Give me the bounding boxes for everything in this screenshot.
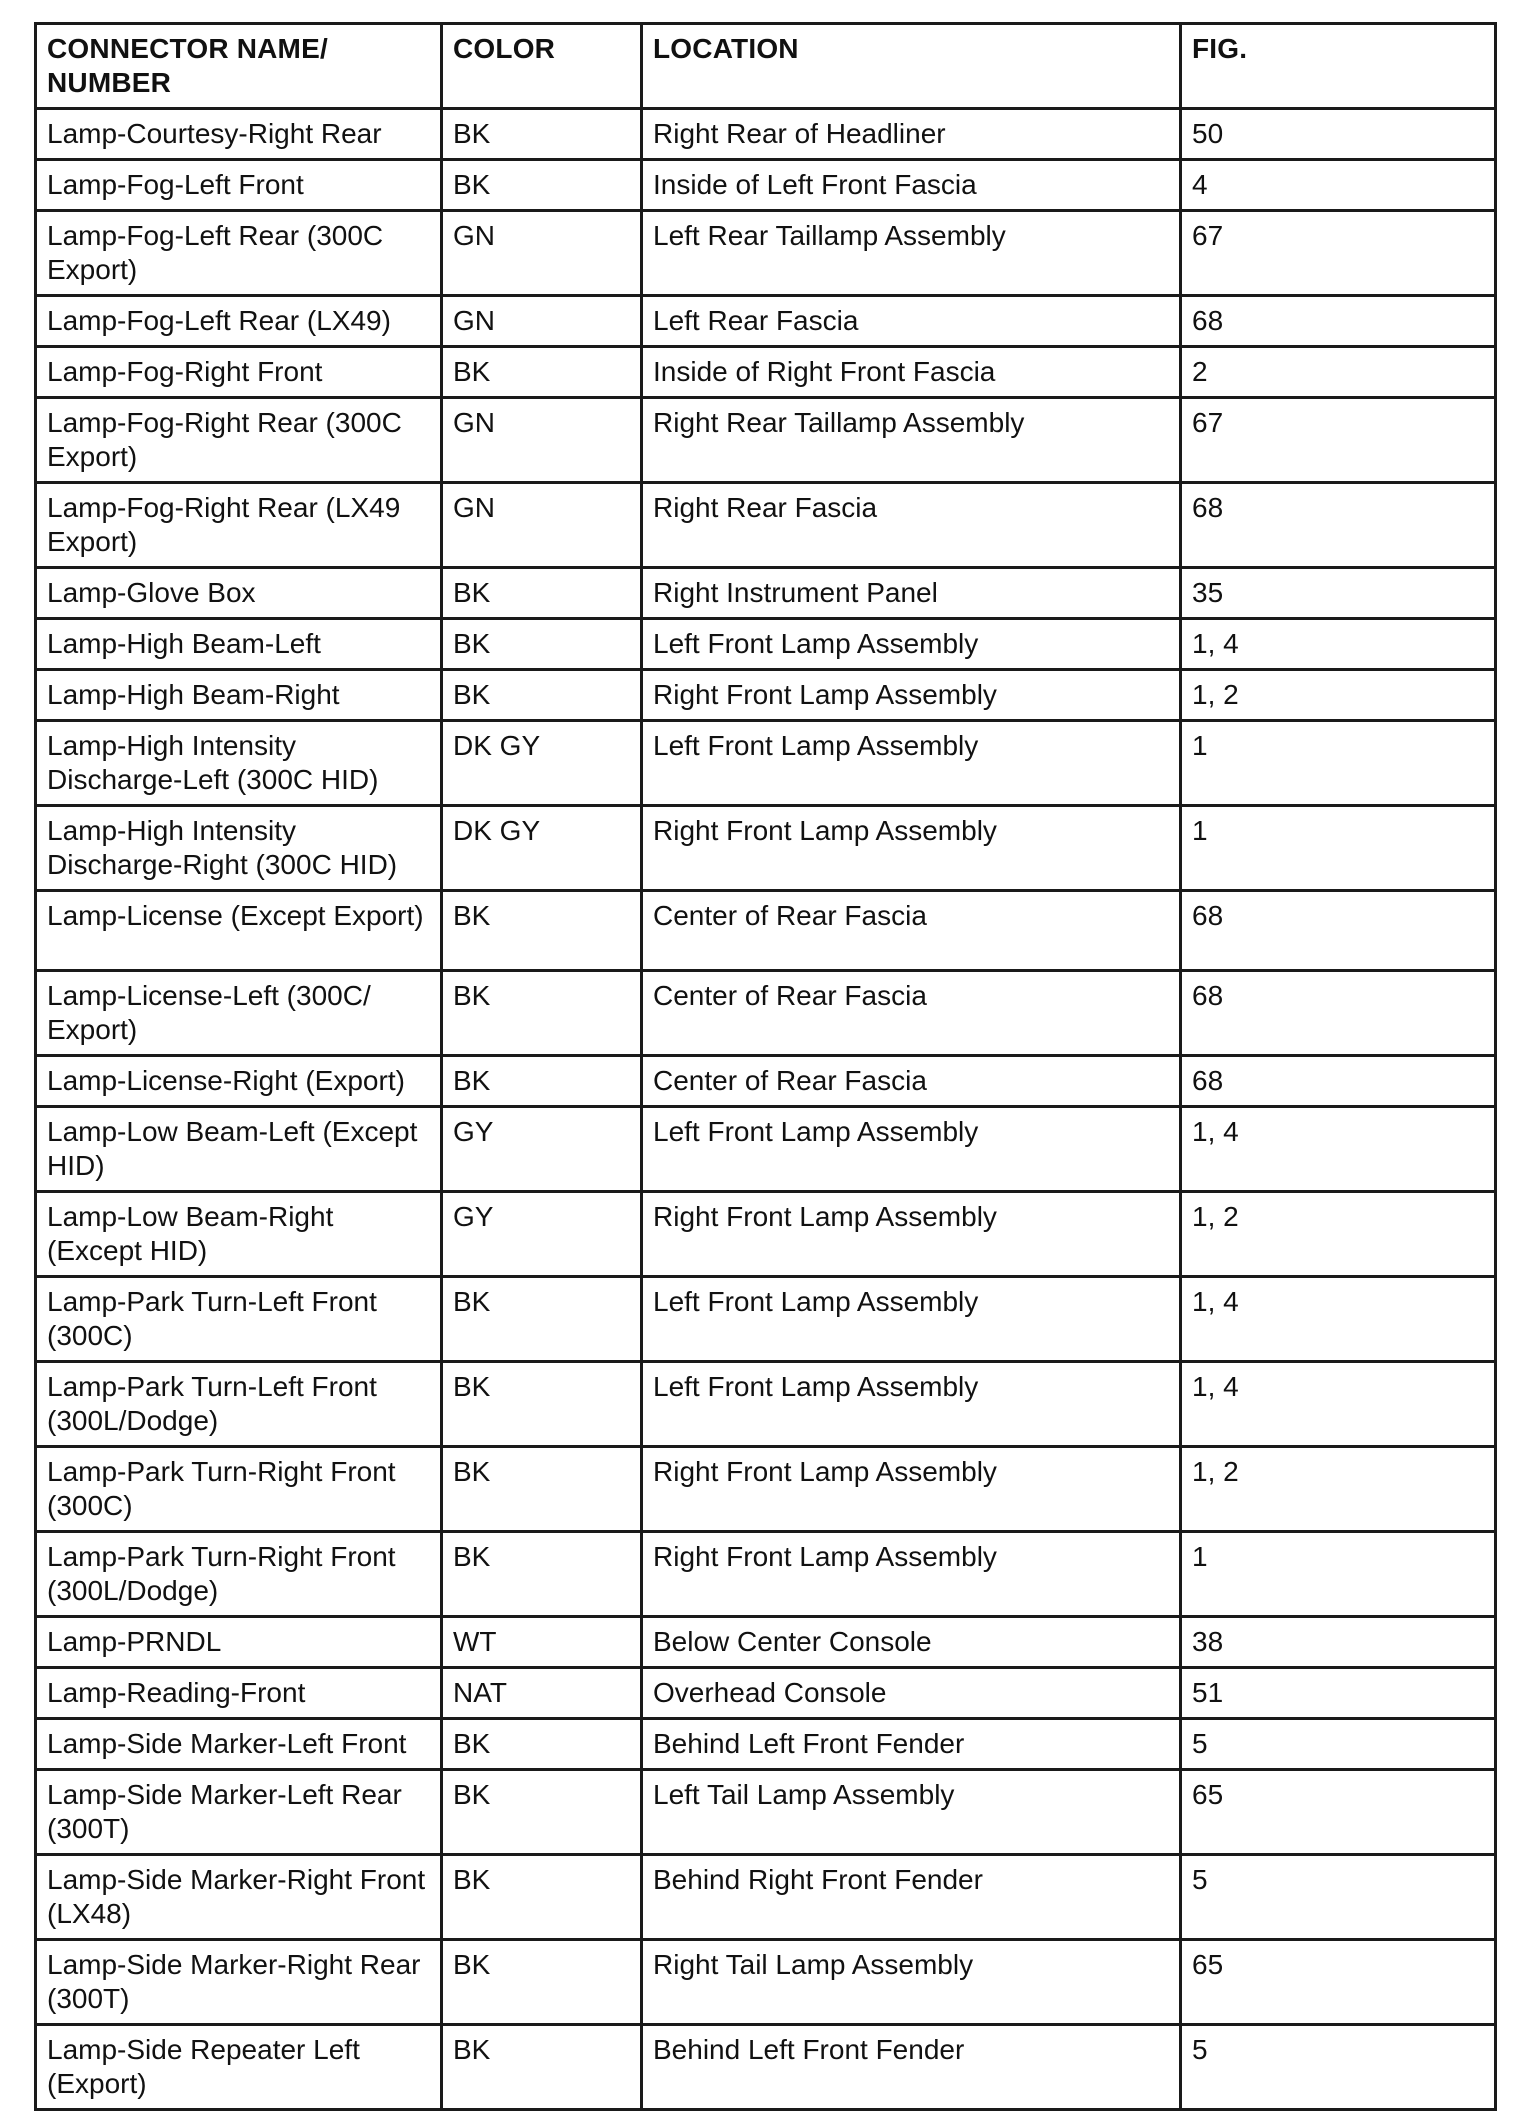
cell-location: Left Front Lamp Assembly [642, 619, 1181, 670]
cell-location: Right Front Lamp Assembly [642, 1192, 1181, 1277]
table-row [36, 891, 1496, 971]
cell-fig: 35 [1181, 568, 1496, 619]
cell-fig: 67 [1181, 398, 1496, 483]
cell-connector-name: Lamp-PRNDL [36, 1617, 442, 1668]
cell-color: BK [442, 1447, 642, 1532]
cell-connector-name: Lamp-Courtesy-Right Rear [36, 109, 442, 160]
cell-color: BK [442, 1770, 642, 1855]
cell-fig: 1, 4 [1181, 1277, 1496, 1362]
connector-table [34, 22, 1497, 2111]
table-row [36, 2025, 1496, 2110]
cell-connector-name: Lamp-Fog-Left Rear (300C Export) [36, 211, 442, 296]
cell-location: Right Front Lamp Assembly [642, 670, 1181, 721]
table-row [36, 670, 1496, 721]
cell-connector-name: Lamp-Fog-Left Rear (LX49) [36, 296, 442, 347]
cell-location: Behind Left Front Fender [642, 1719, 1181, 1770]
table-row [36, 1447, 1496, 1532]
table-row [36, 1192, 1496, 1277]
cell-color: GN [442, 296, 642, 347]
table-row [36, 398, 1496, 483]
cell-connector-name: Lamp-Fog-Left Front [36, 160, 442, 211]
table-row [36, 1362, 1496, 1447]
cell-color: GY [442, 1107, 642, 1192]
cell-connector-name: Lamp-Low Beam-Left (Except HID) [36, 1107, 442, 1192]
cell-connector-name: Lamp-Park Turn-Right Front (300L/Dodge) [36, 1532, 442, 1617]
cell-fig: 5 [1181, 2025, 1496, 2110]
table-row [36, 1107, 1496, 1192]
cell-color: BK [442, 619, 642, 670]
table-row [36, 1719, 1496, 1770]
cell-fig: 1, 4 [1181, 1107, 1496, 1192]
cell-connector-name: Lamp-Side Marker-Right Front (LX48) [36, 1855, 442, 1940]
header-color: COLOR [442, 24, 642, 109]
header-connector-name: CONNECTOR NAME/ NUMBER [36, 24, 442, 109]
table-row [36, 806, 1496, 891]
table-row [36, 483, 1496, 568]
table-row [36, 296, 1496, 347]
cell-location: Right Front Lamp Assembly [642, 806, 1181, 891]
table-row [36, 160, 1496, 211]
cell-color: BK [442, 347, 642, 398]
table-row [36, 568, 1496, 619]
cell-color: BK [442, 1532, 642, 1617]
cell-color: BK [442, 670, 642, 721]
cell-connector-name: Lamp-Fog-Right Front [36, 347, 442, 398]
cell-connector-name: Lamp-Park Turn-Right Front (300C) [36, 1447, 442, 1532]
cell-location: Behind Right Front Fender [642, 1855, 1181, 1940]
table-row [36, 619, 1496, 670]
cell-connector-name: Lamp-High Intensity Discharge-Right (300C HID) [36, 806, 442, 891]
cell-location: Left Rear Fascia [642, 296, 1181, 347]
cell-fig: 65 [1181, 1770, 1496, 1855]
cell-fig: 1, 2 [1181, 1192, 1496, 1277]
cell-fig: 68 [1181, 1056, 1496, 1107]
cell-connector-name: Lamp-High Beam-Left [36, 619, 442, 670]
cell-location: Left Rear Taillamp Assembly [642, 211, 1181, 296]
table-row [36, 109, 1496, 160]
cell-location: Right Rear Fascia [642, 483, 1181, 568]
cell-fig: 65 [1181, 1940, 1496, 2025]
cell-fig: 68 [1181, 971, 1496, 1056]
cell-color: BK [442, 1362, 642, 1447]
cell-fig: 68 [1181, 483, 1496, 568]
cell-connector-name: Lamp-Low Beam-Right (Except HID) [36, 1192, 442, 1277]
cell-connector-name: Lamp-License-Right (Export) [36, 1056, 442, 1107]
cell-color: GN [442, 211, 642, 296]
table-row [36, 1277, 1496, 1362]
table-row [36, 1668, 1496, 1719]
cell-connector-name: Lamp-Side Marker-Left Rear (300T) [36, 1770, 442, 1855]
cell-location: Center of Rear Fascia [642, 891, 1181, 971]
table-row [36, 1940, 1496, 2025]
cell-connector-name: Lamp-Glove Box [36, 568, 442, 619]
cell-color: WT [442, 1617, 642, 1668]
cell-fig: 1 [1181, 806, 1496, 891]
cell-color: BK [442, 1277, 642, 1362]
cell-color: DK GY [442, 806, 642, 891]
cell-fig: 50 [1181, 109, 1496, 160]
cell-connector-name: Lamp-Fog-Right Rear (LX49 Export) [36, 483, 442, 568]
cell-color: BK [442, 1855, 642, 1940]
cell-location: Left Tail Lamp Assembly [642, 1770, 1181, 1855]
cell-color: BK [442, 568, 642, 619]
cell-location: Inside of Right Front Fascia [642, 347, 1181, 398]
table-row [36, 721, 1496, 806]
cell-location: Inside of Left Front Fascia [642, 160, 1181, 211]
cell-color: GN [442, 398, 642, 483]
cell-location: Right Front Lamp Assembly [642, 1532, 1181, 1617]
cell-fig: 1 [1181, 1532, 1496, 1617]
cell-connector-name: Lamp-Fog-Right Rear (300C Export) [36, 398, 442, 483]
cell-fig: 1, 4 [1181, 1362, 1496, 1447]
cell-color: BK [442, 160, 642, 211]
table-row [36, 1617, 1496, 1668]
cell-color: BK [442, 1940, 642, 2025]
cell-color: BK [442, 971, 642, 1056]
cell-color: BK [442, 2025, 642, 2110]
header-location: LOCATION [642, 24, 1181, 109]
cell-connector-name: Lamp-License-Left (300C/ Export) [36, 971, 442, 1056]
cell-color: BK [442, 109, 642, 160]
cell-location: Right Tail Lamp Assembly [642, 1940, 1181, 2025]
cell-fig: 1, 2 [1181, 670, 1496, 721]
cell-fig: 5 [1181, 1855, 1496, 1940]
cell-connector-name: Lamp-Side Repeater Left (Export) [36, 2025, 442, 2110]
cell-location: Right Rear Taillamp Assembly [642, 398, 1181, 483]
cell-location: Center of Rear Fascia [642, 971, 1181, 1056]
cell-fig: 51 [1181, 1668, 1496, 1719]
cell-fig: 68 [1181, 296, 1496, 347]
table-row [36, 211, 1496, 296]
cell-fig: 2 [1181, 347, 1496, 398]
cell-color: GN [442, 483, 642, 568]
table-body [36, 109, 1496, 2110]
cell-color: NAT [442, 1668, 642, 1719]
cell-connector-name: Lamp-Park Turn-Left Front (300L/Dodge) [36, 1362, 442, 1447]
cell-fig: 4 [1181, 160, 1496, 211]
table-row [36, 1532, 1496, 1617]
cell-location: Center of Rear Fascia [642, 1056, 1181, 1107]
cell-location: Overhead Console [642, 1668, 1181, 1719]
cell-fig: 1, 2 [1181, 1447, 1496, 1532]
table-header [36, 24, 1496, 109]
cell-location: Left Front Lamp Assembly [642, 721, 1181, 806]
cell-fig: 68 [1181, 891, 1496, 971]
cell-fig: 1, 4 [1181, 619, 1496, 670]
connector-table-container [34, 22, 1494, 2111]
cell-color: BK [442, 891, 642, 971]
cell-fig: 1 [1181, 721, 1496, 806]
table-row [36, 1770, 1496, 1855]
cell-connector-name: Lamp-High Beam-Right [36, 670, 442, 721]
cell-color: BK [442, 1056, 642, 1107]
cell-connector-name: Lamp-Park Turn-Left Front (300C) [36, 1277, 442, 1362]
cell-connector-name: Lamp-Side Marker-Right Rear (300T) [36, 1940, 442, 2025]
table-row [36, 1855, 1496, 1940]
cell-color: BK [442, 1719, 642, 1770]
cell-fig: 67 [1181, 211, 1496, 296]
cell-location: Behind Left Front Fender [642, 2025, 1181, 2110]
cell-color: GY [442, 1192, 642, 1277]
cell-location: Left Front Lamp Assembly [642, 1277, 1181, 1362]
cell-connector-name: Lamp-License (Except Export) [36, 891, 442, 971]
cell-location: Right Front Lamp Assembly [642, 1447, 1181, 1532]
cell-location: Below Center Console [642, 1617, 1181, 1668]
cell-fig: 5 [1181, 1719, 1496, 1770]
table-row [36, 971, 1496, 1056]
cell-color: DK GY [442, 721, 642, 806]
cell-location: Right Instrument Panel [642, 568, 1181, 619]
cell-location: Left Front Lamp Assembly [642, 1362, 1181, 1447]
table-row [36, 347, 1496, 398]
cell-connector-name: Lamp-High Intensity Discharge-Left (300C HID) [36, 721, 442, 806]
cell-connector-name: Lamp-Reading-Front [36, 1668, 442, 1719]
table-row [36, 1056, 1496, 1107]
cell-connector-name: Lamp-Side Marker-Left Front [36, 1719, 442, 1770]
cell-location: Right Rear of Headliner [642, 109, 1181, 160]
cell-fig: 38 [1181, 1617, 1496, 1668]
cell-location: Left Front Lamp Assembly [642, 1107, 1181, 1192]
header-row [36, 24, 1496, 109]
header-fig: FIG. [1181, 24, 1496, 109]
